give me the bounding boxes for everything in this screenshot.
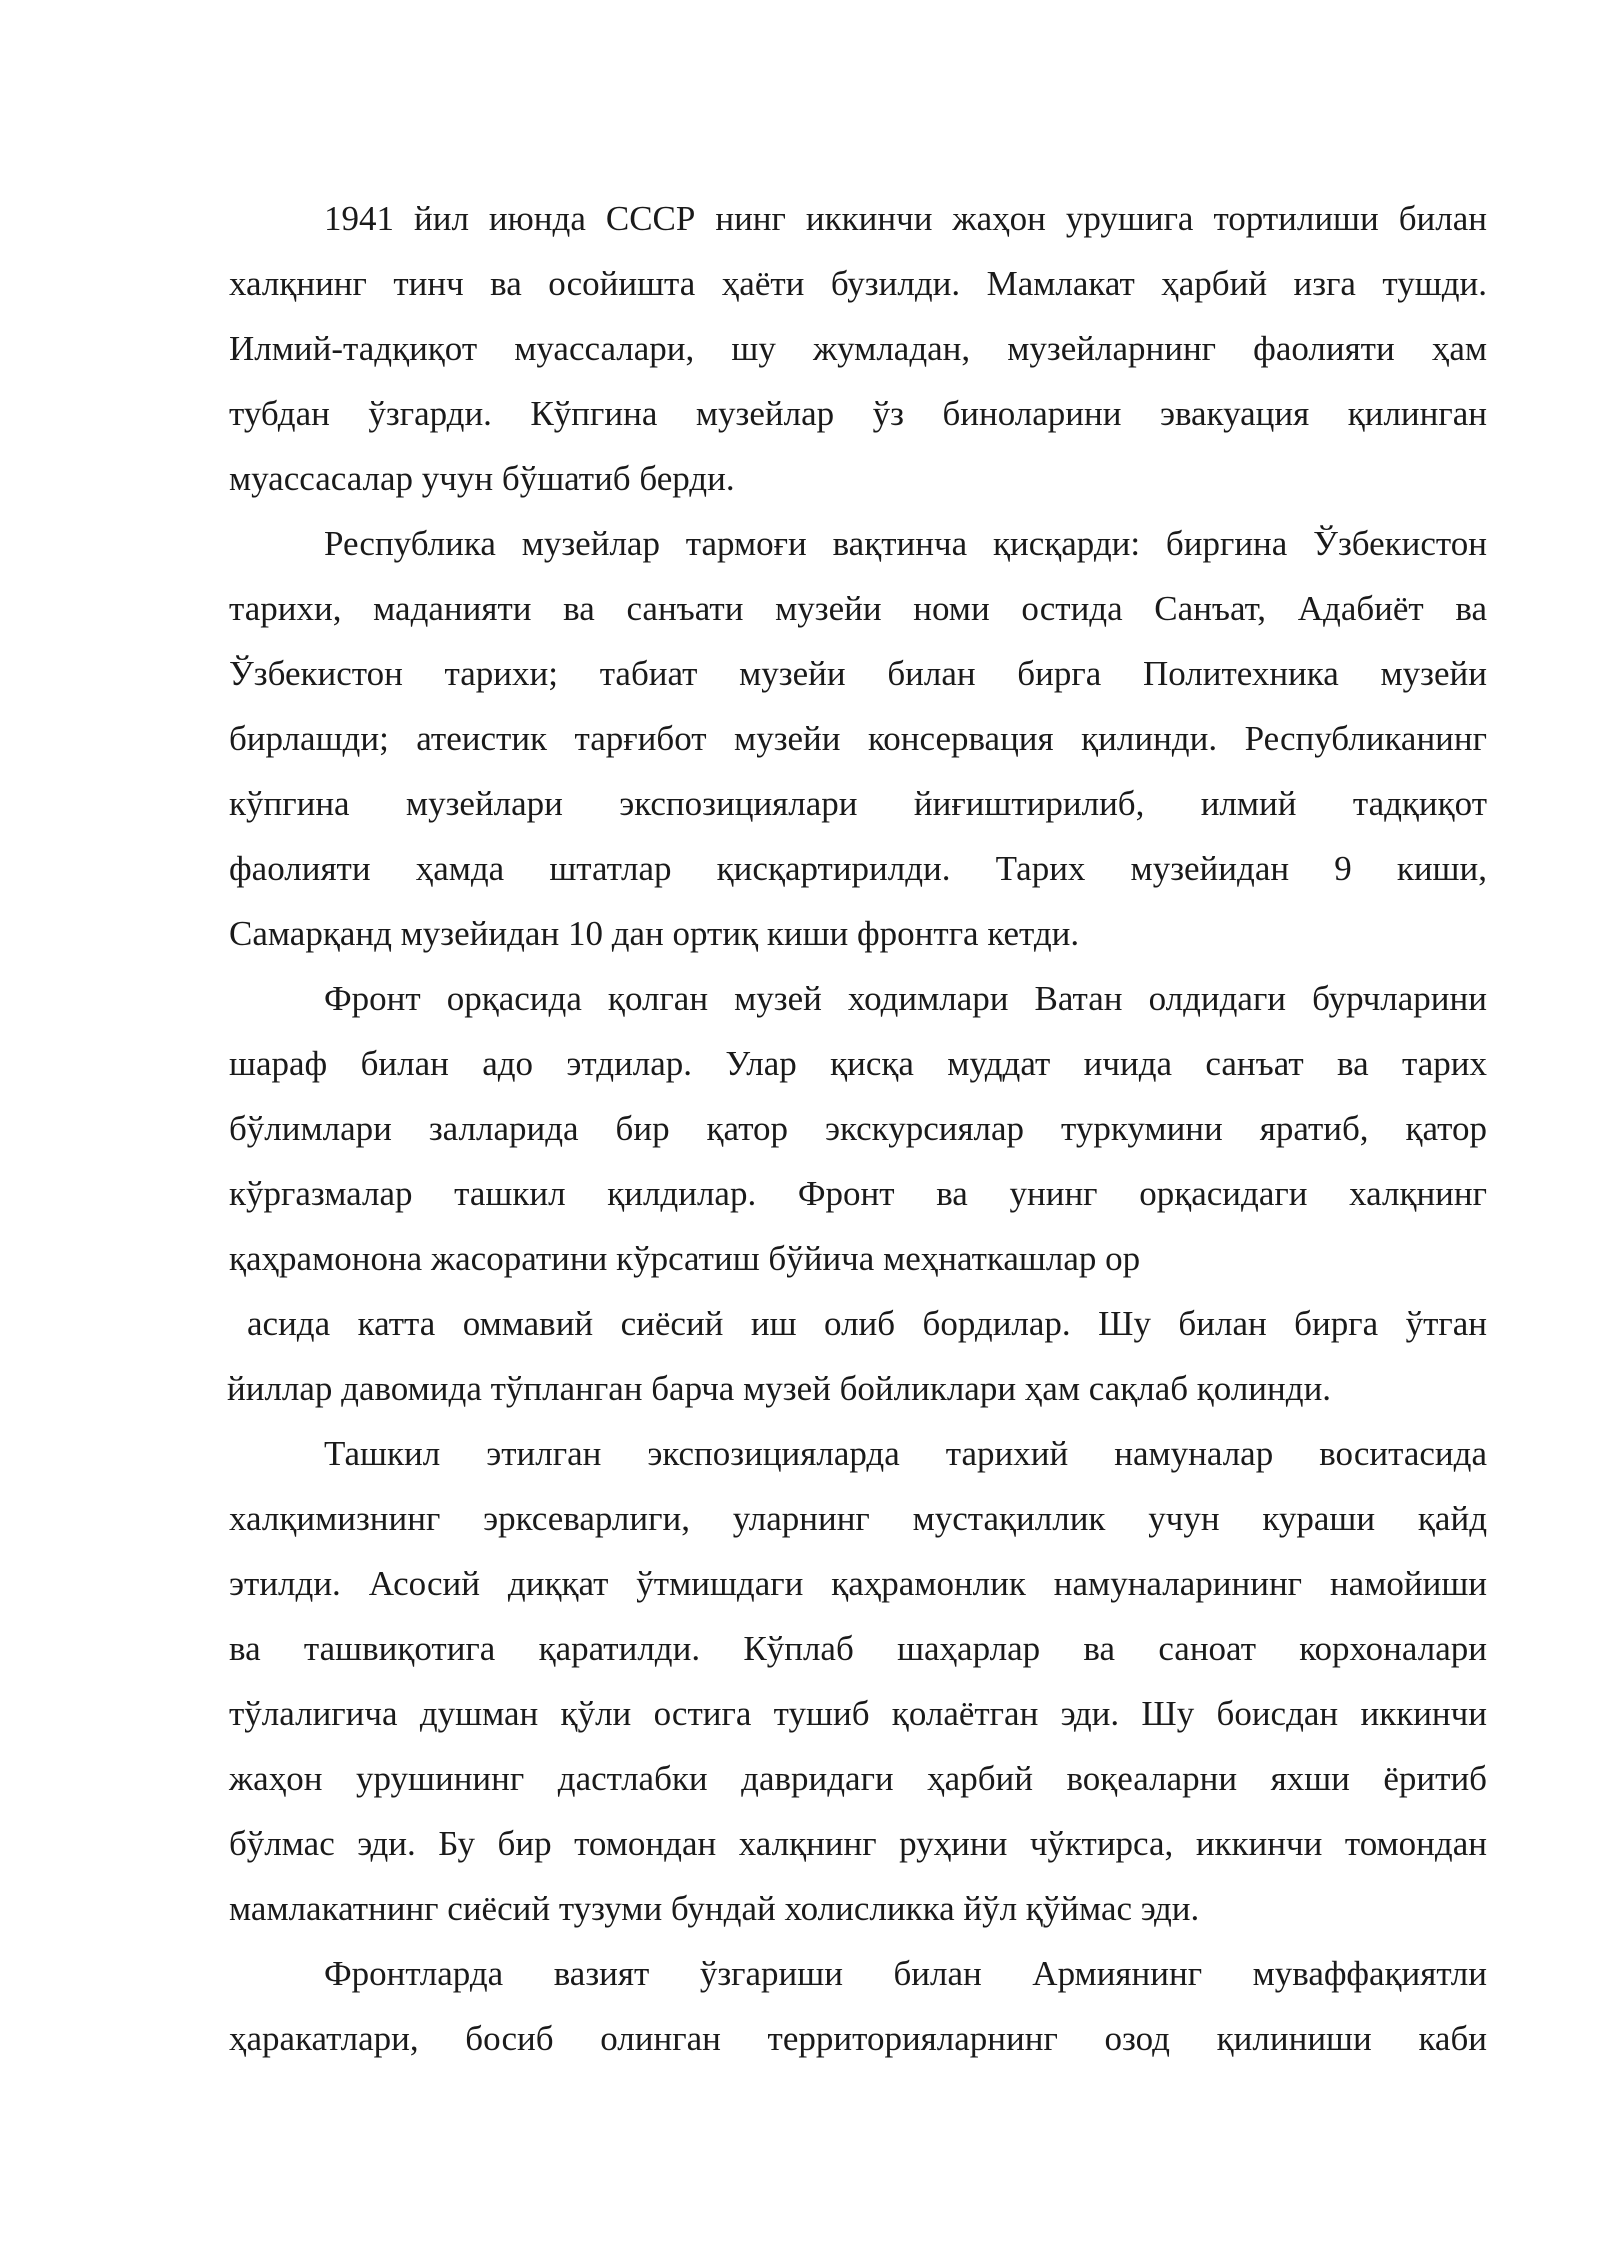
text-line: Ўзбекистон тарихи; табиат музейи билан бирга Политехника музейи — [229, 654, 1487, 693]
text-line: фаолияти ҳамда штатлар қисқартирилди. Тарих музейидан 9 киши, — [229, 849, 1487, 888]
text-line: тўлалигича душман қўли остига тушиб қолаётган эди. Шу боисдан иккинчи — [229, 1694, 1487, 1733]
paragraph-3 — [229, 966, 1487, 1291]
text-line: халқнинг тинч ва осойишта ҳаёти бузилди. Мамлакат ҳарбий изга тушди. — [229, 264, 1487, 303]
paragraph-5 — [229, 1421, 1487, 1941]
text-line: бўлимлари залларида бир қатор экскурсиялар туркумини яратиб, қатор — [229, 1109, 1487, 1148]
text-line: шараф билан адо этдилар. Улар қисқа муддат ичида санъат ва тарих — [229, 1044, 1487, 1083]
text-line: муассасалар учун бўшатиб берди. — [229, 459, 735, 498]
paragraph-4 — [229, 1291, 1487, 1421]
text-line: ва ташвиқотига қаратилди. Кўплаб шаҳарлар ва саноат корхоналари — [229, 1629, 1487, 1668]
text-line: Илмий-тадқиқот муассалари, шу жумладан, музейларнинг фаолияти ҳам — [229, 329, 1487, 368]
text-line: Ташкил этилган экспозицияларда тарихий намуналар воситасида — [324, 1434, 1487, 1473]
text-line: этилди. Асосий диққат ўтмишдаги қаҳрамонлик намуналарининг намойиши — [229, 1564, 1487, 1603]
text-line: кўпгина музейлари экспозициялари йиғиштирилиб, илмий тадқиқот — [229, 784, 1487, 823]
text-line: тубдан ўзгарди. Кўпгина музейлар ўз биноларини эвакуация қилинган — [229, 394, 1487, 433]
paragraph-6 — [229, 1941, 1487, 2071]
text-line: кўргазмалар ташкил қилдилар. Фронт ва унинг орқасидаги халқнинг — [229, 1174, 1487, 1213]
paragraph-1 — [229, 186, 1487, 511]
text-line: Республика музейлар тармоғи вақтинча қисқарди: биргина Ўзбекистон — [324, 524, 1487, 563]
text-line: йиллар давомида тўпланган барча музей бойликлари ҳам сақлаб қолинди. — [227, 1369, 1332, 1408]
text-line: халқимизнинг эрксеварлиги, уларнинг мустақиллик учун кураши қайд — [229, 1499, 1487, 1538]
text-line: ҳаракатлари, босиб олинган территорияларнинг озод қилиниши каби — [229, 2019, 1487, 2058]
text-line: қаҳрамонона жасоратини кўрсатиш бўйича меҳнаткашлар ор — [229, 1239, 1141, 1278]
text-line: Самарқанд музейидан 10 дан ортиқ киши фронтга кетди. — [229, 914, 1080, 953]
text-line: 1941 йил июнда СССР нинг иккинчи жаҳон урушига тортилиши билан — [324, 199, 1487, 238]
document-body — [229, 186, 1487, 2071]
text-line: бўлмас эди. Бу бир томондан халқнинг руҳини чўктирса, иккинчи томондан — [229, 1824, 1487, 1863]
text-line: бирлашди; атеистик тарғибот музейи консервация қилинди. Республиканинг — [229, 719, 1487, 758]
paragraph-2 — [229, 511, 1487, 966]
text-line: жаҳон урушининг дастлабки давридаги ҳарбий воқеаларни яхши ёритиб — [229, 1759, 1487, 1798]
text-line: Фронт орқасида қолган музей ходимлари Ватан олдидаги бурчларини — [324, 979, 1487, 1018]
text-line: Фронтларда вазият ўзгариши билан Армиянинг муваффақиятли — [324, 1954, 1487, 1993]
text-line: мамлакатнинг сиёсий тузуми бундай холисликка йўл қўймас эди. — [229, 1889, 1200, 1928]
text-line: асида катта оммавий сиёсий иш олиб бордилар. Шу билан бирга ўтган — [247, 1304, 1487, 1343]
text-line: тарихи, маданияти ва санъати музейи номи остида Санъат, Адабиёт ва — [229, 589, 1487, 628]
